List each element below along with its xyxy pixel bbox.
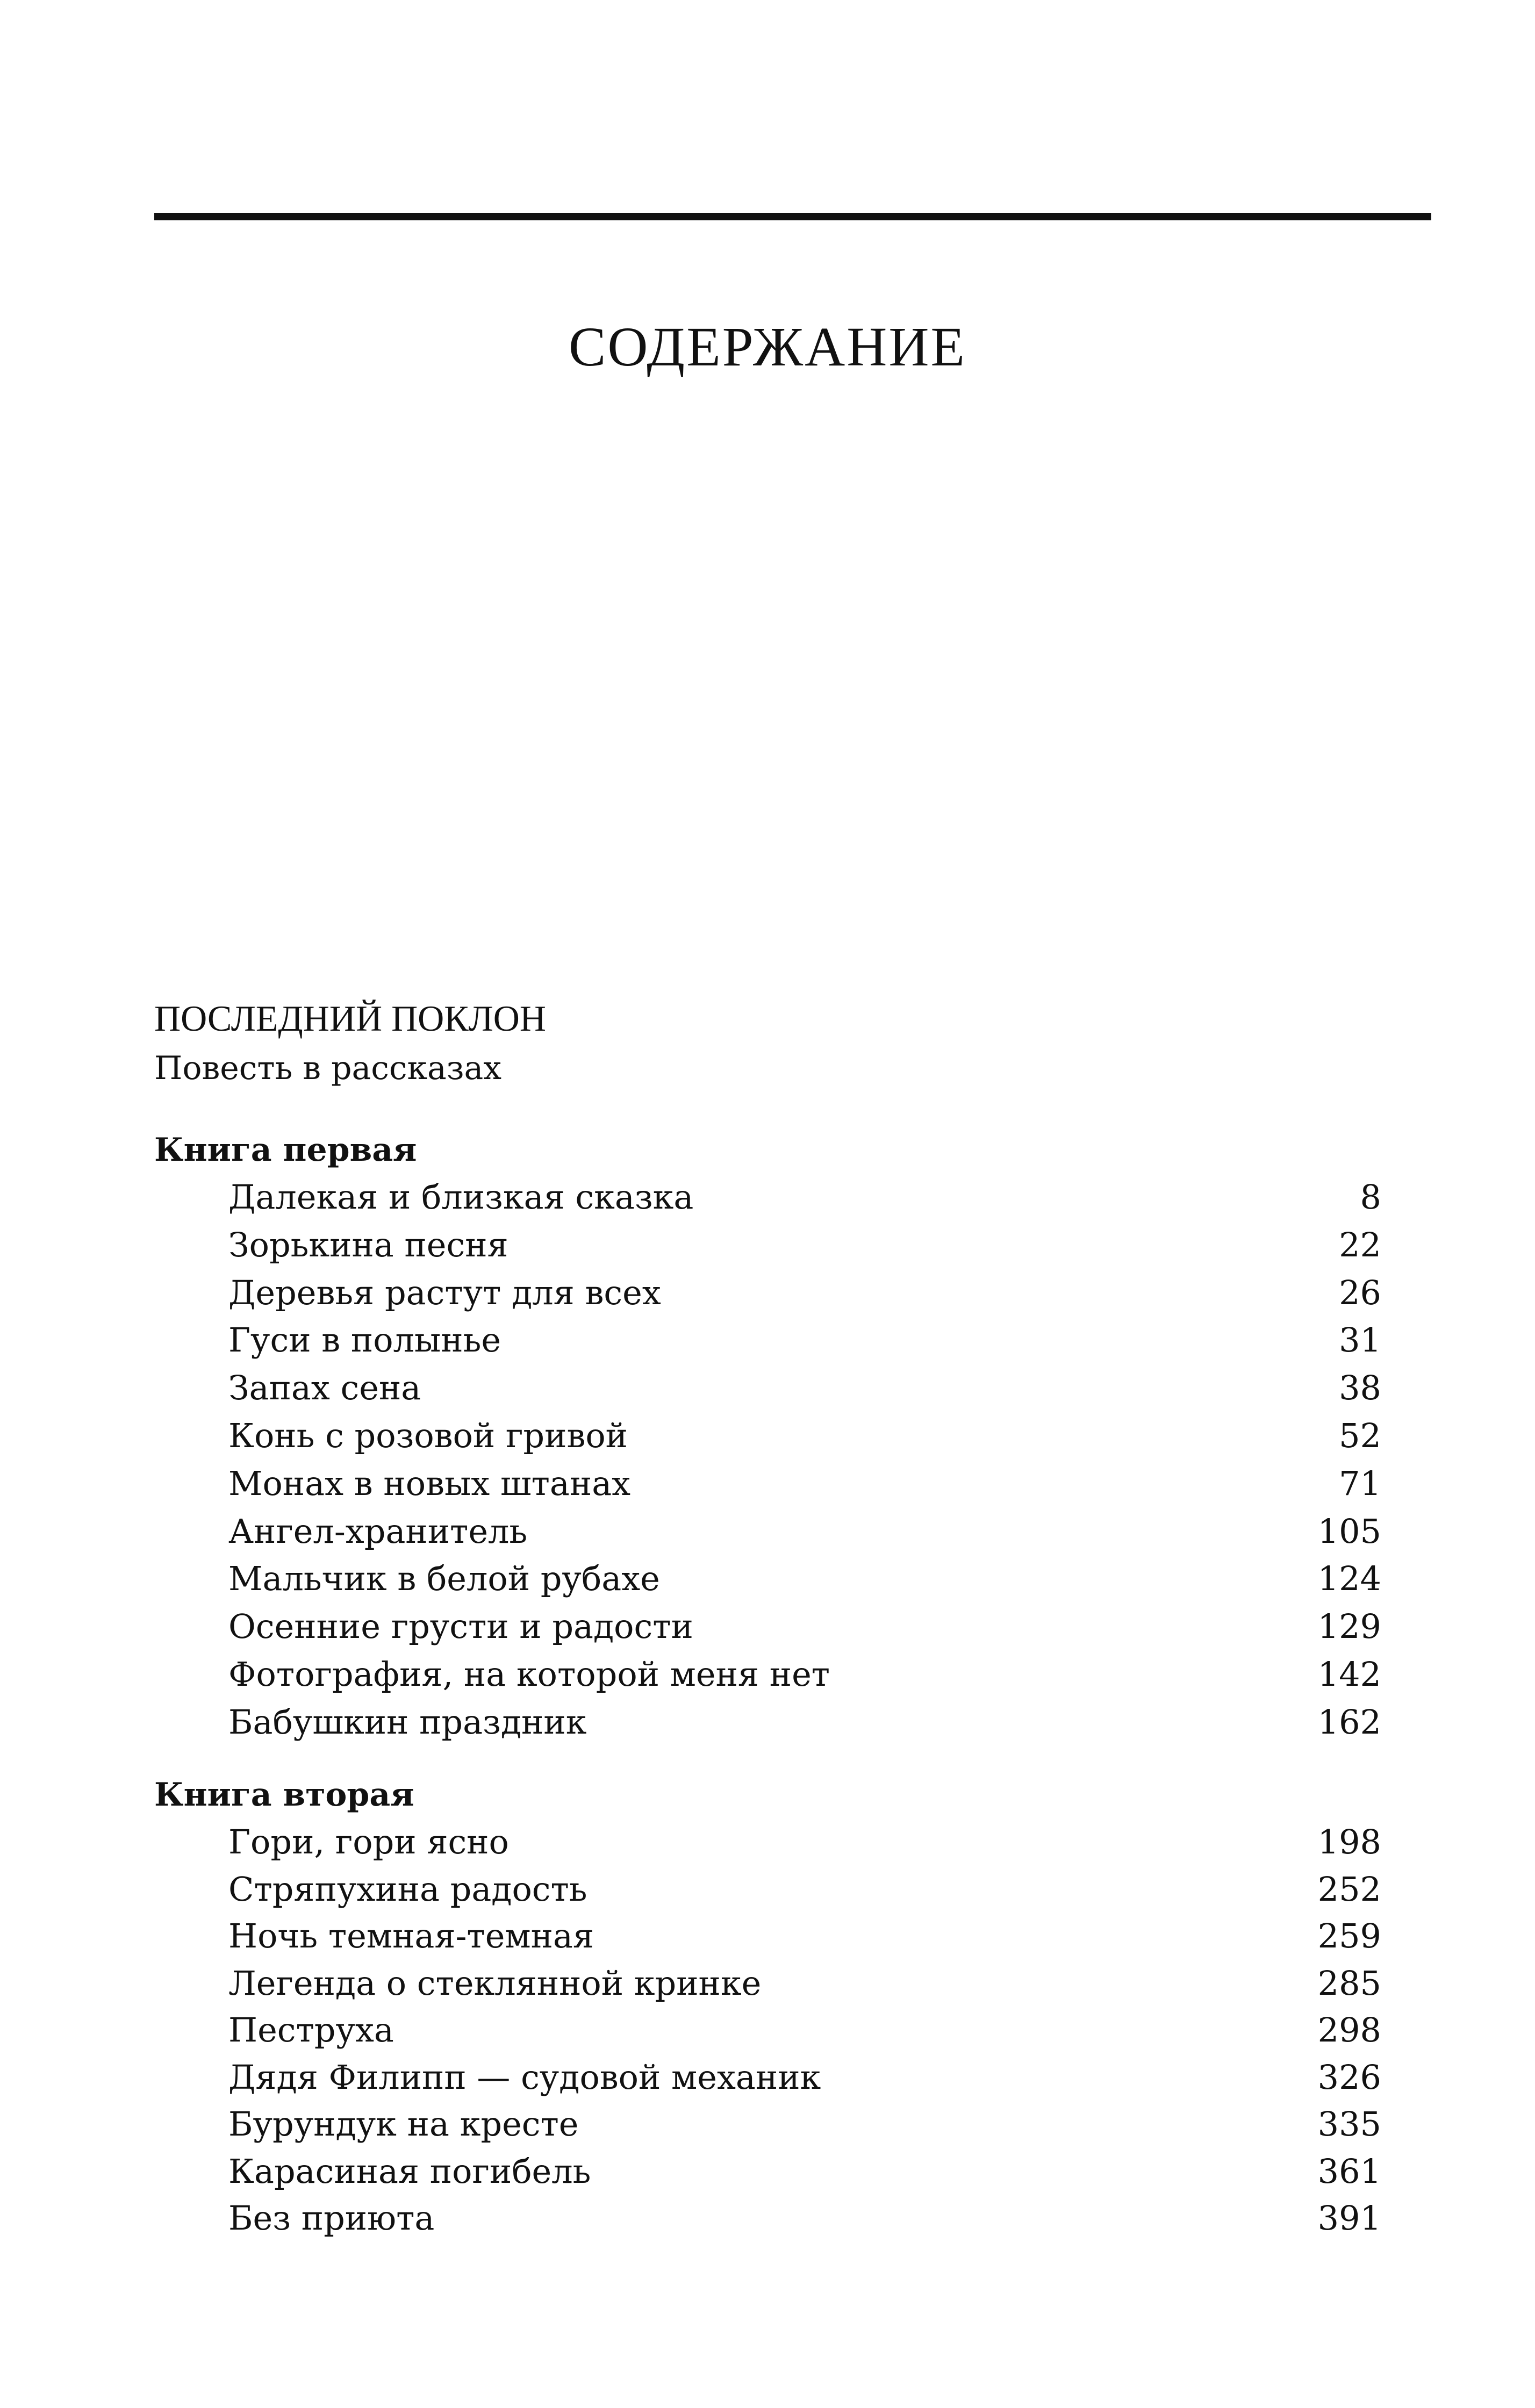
toc-entry-title: Осенние грусти и радости [228,1607,693,1647]
toc-entry-page: 71 [1339,1463,1381,1503]
work-subtitle: Повесть в рассказах [154,1050,502,1087]
toc-entry-title: Бабушкин праздник [228,1702,587,1742]
toc-entry-page: 8 [1360,1177,1381,1217]
toc-entry-page: 198 [1317,1822,1381,1861]
toc-entry-title: Без приюта [228,2198,435,2238]
toc-entry-title: Деревья растут для всех [228,1273,661,1312]
toc-entry[interactable] [228,1415,1381,1463]
toc-entry-page: 26 [1339,1273,1381,1312]
toc-entry-page: 259 [1317,1916,1381,1956]
toc-entry-title: Далекая и близкая сказка [228,1177,694,1217]
book-heading: Книга вторая [154,1776,414,1814]
toc-entry-title: Дядя Филипп — судовой механик [228,2057,821,2097]
toc-entry-title: Пеструха [228,2010,394,2050]
toc-entry[interactable] [228,1916,1381,1963]
toc-entry[interactable] [228,2104,1381,2151]
top-rule [154,213,1431,220]
toc-entry-title: Стряпухина радость [228,1869,587,1909]
toc-entry-title: Фотография, на которой меня нет [228,1654,830,1694]
toc-entry-page: 124 [1317,1559,1381,1599]
toc-entry[interactable] [228,1368,1381,1415]
toc-entry[interactable] [228,2151,1381,2198]
toc-entry[interactable] [228,1654,1381,1702]
toc-entry[interactable] [228,1869,1381,1916]
toc-entry[interactable] [228,1702,1381,1750]
toc-entry-title: Карасиная погибель [228,2151,591,2191]
toc-entry-page: 162 [1317,1702,1381,1742]
book-heading: Книга первая [154,1131,417,1169]
toc-list-book-1 [228,1177,1381,1750]
toc-entry[interactable] [228,1558,1381,1606]
toc-entry[interactable] [228,1511,1381,1559]
toc-entry-page: 38 [1339,1368,1381,1408]
toc-entry-page: 52 [1339,1415,1381,1455]
toc-entry-page: 22 [1339,1225,1381,1264]
toc-entry-page: 142 [1317,1654,1381,1694]
toc-entry[interactable] [228,1273,1381,1320]
toc-entry-title: Монах в новых штанах [228,1463,631,1503]
toc-entry-title: Запах сена [228,1368,421,1408]
toc-entry[interactable] [228,2057,1381,2104]
toc-entry[interactable] [228,1606,1381,1654]
toc-entry[interactable] [228,2010,1381,2057]
toc-entry-page: 129 [1317,1607,1381,1647]
toc-entry-title: Бурундук на кресте [228,2104,579,2144]
toc-list-book-2 [228,1822,1381,2245]
toc-entry-page: 326 [1317,2057,1381,2097]
toc-entry[interactable] [228,1320,1381,1368]
toc-entry-title: Гори, гори ясно [228,1822,509,1861]
toc-entry[interactable] [228,1963,1381,2010]
toc-entry-title: Легенда о стеклянной кринке [228,1963,762,2003]
toc-entry[interactable] [228,1225,1381,1273]
toc-entry[interactable] [228,1822,1381,1869]
toc-entry-title: Гуси в полынье [228,1320,501,1360]
page-title: СОДЕРЖАНИЕ [569,316,966,378]
toc-entry-title: Ангел-хранитель [228,1511,528,1551]
toc-entry-title: Ночь темная-темная [228,1916,594,1956]
toc-entry[interactable] [228,2198,1381,2245]
toc-entry-page: 391 [1317,2198,1381,2238]
toc-entry-title: Мальчик в белой рубахе [228,1559,660,1599]
toc-entry[interactable] [228,1463,1381,1511]
toc-entry-page: 105 [1317,1511,1381,1551]
toc-entry-page: 335 [1317,2104,1381,2144]
toc-entry-page: 298 [1317,2010,1381,2050]
toc-entry-page: 252 [1317,1869,1381,1909]
toc-entry-title: Зорькина песня [228,1225,508,1264]
work-title: ПОСЛЕДНИЙ ПОКЛОН [154,998,546,1039]
toc-entry-page: 285 [1317,1963,1381,2003]
toc-entry[interactable] [228,1177,1381,1225]
toc-entry-title: Конь с розовой гривой [228,1415,628,1455]
toc-entry-page: 361 [1317,2151,1381,2191]
toc-entry-page: 31 [1339,1320,1381,1360]
